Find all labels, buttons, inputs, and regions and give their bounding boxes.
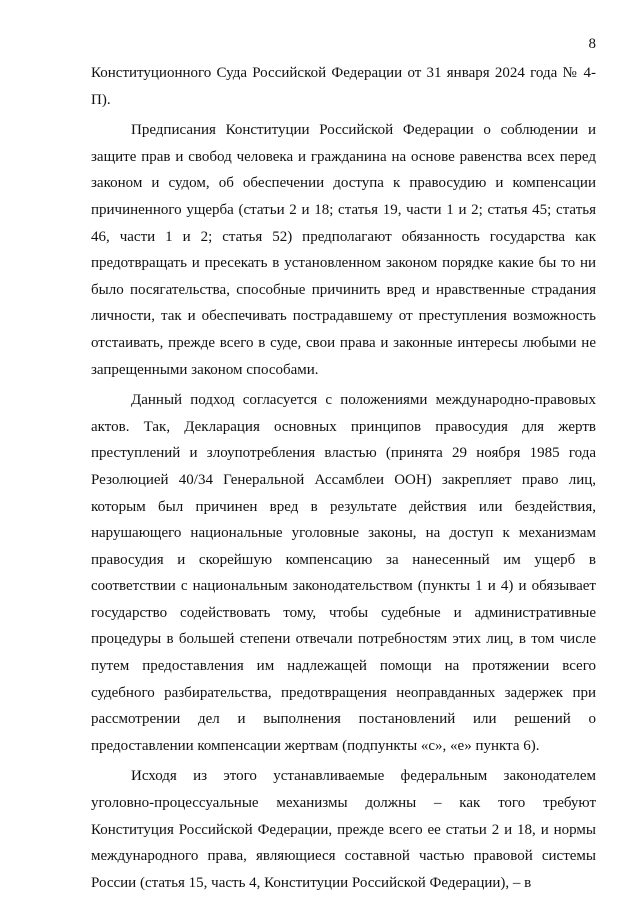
paragraph-constitution-provisions: Предписания Конституции Российской Федерации о соблюдении и защите прав и свобод человека и гражданина на основе равенства всех перед законом и судом, об обеспечении доступа к правосудию и компенсации причиненного ущерба (статьи 2 и 18; статья 19, части 1 и 2; статья 45; статья 46, части 1 и 2; статья 52) предполагают обязанность государства как предотвращать и пресекать в установленном законом порядке какие бы то ни было посягательства, способные причинить вред и нравственные страдания личности, так и обеспечивать пострадавшему от преступления возможность отстаивать, прежде всего в суде, свои права и законные интересы любыми не запрещенными законом способами. [91,122,596,378]
document-body [91,60,596,900]
paragraph-continuation: Конституционного Суда Российской Федерации от 31 января 2024 года № 4-П). [91,65,596,108]
paragraph-procedural-mechanisms: Исходя из этого устанавливаемые федеральным законодателем уголовно-процессуальные механизмы должны – как того требуют Конституция Российской Федерации, прежде всего ее статьи 2 и 18, и нормы международного права, являющиеся составной частью правовой системы России (статья 15, часть 4, Конституции Российской Федерации), – в [91,768,596,891]
paragraph-international-acts: Данный подход согласуется с положениями международно-правовых актов. Так, Декларация основных принципов правосудия для жертв преступлений и злоупотребления властью (принята 29 ноября 1985 года Резолюцией 40/34 Генеральной Ассамблеи ООН) закрепляет право лиц, которым был причинен вред в результате действия или бездействия, нарушающего национальные уголовные законы, на доступ к механизмам правосудия и скорейшую компенсацию за нанесенный им ущерб в соответствии с национальным законодательством (пункты 1 и 4) и обязывает государство содействовать тому, чтобы судебные и административные процедуры в большей степени отвечали потребностям этих лиц, в том числе путем предоставления им надлежащей помощи на протяжении всего судебного разбирательства, предотвращения неоправданных задержек при рассмотрении дел и выполнения постановлений или решений о предоставлении компенсации жертвам (подпункты «с», «е» пункта 6). [91,392,596,754]
page-number: 8 [588,36,596,52]
